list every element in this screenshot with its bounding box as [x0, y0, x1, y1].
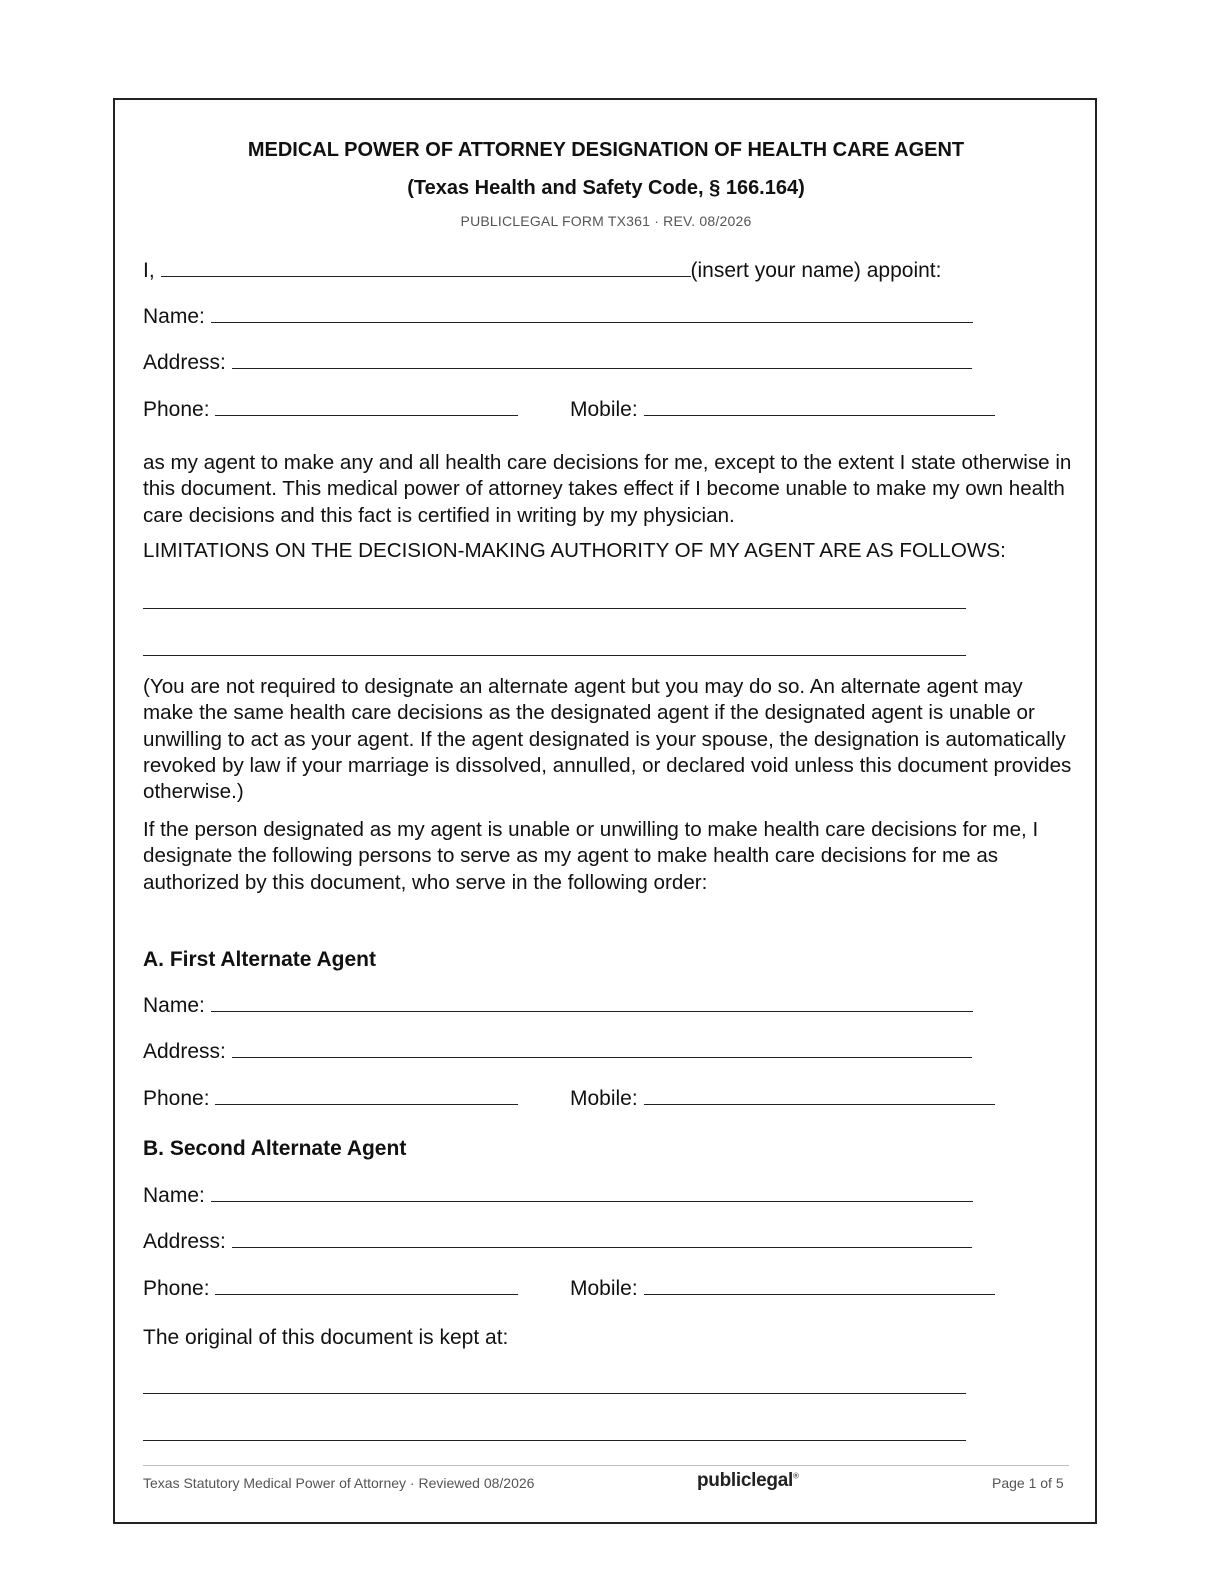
agent-address-row [143, 350, 972, 375]
principal-prefix: I, [143, 259, 155, 282]
second-alternate-address-field[interactable] [232, 1229, 972, 1248]
second-alternate-phone-label: Phone: [143, 1277, 210, 1300]
second-alternate-phone-row [143, 1276, 518, 1301]
first-alternate-name-field[interactable] [211, 993, 973, 1012]
second-alternate-phone-field[interactable] [215, 1276, 518, 1295]
alternate-designation-paragraph: If the person designated as my agent is unable or unwilling to make health care decisions for me, I designate the following persons to serve as my agent to make health care decisions for me as authorized by this document, who serve in the following order: [143, 818, 1039, 894]
first-alternate-phone-field[interactable] [215, 1086, 518, 1105]
principal-name-field[interactable] [161, 258, 691, 277]
agent-name-label: Name: [143, 305, 205, 328]
alternate-note-paragraph: (You are not required to designate an alternate agent but you may do so. An alternate agent may make the same health care decisions as the designated agent if the designated agent is unable or unwilling to act as your agent. If the agent designated is your spouse, the designation is automatically revoked by law if your marriage is dissolved, annulled, or declared void unless this document provides otherwise.) [143, 675, 1072, 804]
limitations-line-2[interactable] [143, 655, 966, 656]
logo-wordmark: publiclegal [697, 1470, 793, 1491]
agent-mobile-row [570, 397, 995, 422]
limitations-heading: LIMITATIONS ON THE DECISION-MAKING AUTHORITY OF MY AGENT ARE AS FOLLOWS: [143, 539, 1006, 562]
second-alternate-mobile-row [570, 1276, 995, 1301]
first-alternate-address-row [143, 1039, 972, 1064]
agent-mobile-field[interactable] [644, 397, 995, 416]
agent-address-label: Address: [143, 351, 226, 374]
agent-name-field[interactable] [211, 304, 973, 323]
second-alternate-name-field[interactable] [211, 1183, 973, 1202]
first-alternate-address-field[interactable] [232, 1039, 972, 1058]
publiclegal-logo [697, 1470, 799, 1492]
original-location-line-2[interactable] [143, 1440, 966, 1441]
second-alternate-address-row [143, 1229, 972, 1254]
original-kept-label: The original of this document is kept at: [143, 1326, 509, 1349]
first-alternate-mobile-label: Mobile: [570, 1087, 638, 1110]
second-alternate-mobile-field[interactable] [644, 1276, 995, 1295]
original-location-line-1[interactable] [143, 1393, 966, 1394]
agent-name-row [143, 304, 973, 329]
footer-divider [143, 1465, 1069, 1466]
principal-suffix: (insert your name) appoint: [690, 259, 942, 282]
first-alternate-name-label: Name: [143, 994, 205, 1017]
agent-mobile-label: Mobile: [570, 398, 638, 421]
principal-line [143, 258, 941, 283]
second-alternate-address-label: Address: [143, 1230, 226, 1253]
second-alternate-heading: B. Second Alternate Agent [143, 1137, 407, 1160]
first-alternate-heading: A. First Alternate Agent [143, 948, 376, 971]
first-alternate-name-row [143, 993, 973, 1018]
logo-mark: ® [792, 1471, 799, 1481]
document-title: MEDICAL POWER OF ATTORNEY DESIGNATION OF HEALTH CARE AGENT [247, 139, 965, 161]
first-alternate-phone-row [143, 1086, 518, 1111]
second-alternate-mobile-label: Mobile: [570, 1277, 638, 1300]
footer-left-text: Texas Statutory Medical Power of Attorney · Reviewed 08/2026 [143, 1475, 535, 1491]
first-alternate-mobile-field[interactable] [644, 1086, 995, 1105]
first-alternate-phone-label: Phone: [143, 1087, 210, 1110]
page-number: Page 1 of 5 [992, 1475, 1064, 1491]
first-alternate-address-label: Address: [143, 1040, 226, 1063]
first-alternate-mobile-row [570, 1086, 995, 1111]
agent-phone-label: Phone: [143, 398, 210, 421]
document-subtitle: (Texas Health and Safety Code, § 166.164) [407, 177, 805, 199]
agent-address-field[interactable] [232, 350, 972, 369]
agent-authority-paragraph: as my agent to make any and all health care decisions for me, except to the extent I state otherwise in this document. This medical power of attorney takes effect if I become unable to make my own health care decisions and this fact is certified in writing by my physician. [143, 451, 1072, 527]
agent-phone-row [143, 397, 518, 422]
form-number: PUBLICLEGAL FORM TX361 · REV. 08/2026 [460, 213, 752, 229]
limitations-line-1[interactable] [143, 608, 966, 609]
agent-phone-field[interactable] [215, 397, 518, 416]
second-alternate-name-row [143, 1183, 973, 1208]
second-alternate-name-label: Name: [143, 1184, 205, 1207]
